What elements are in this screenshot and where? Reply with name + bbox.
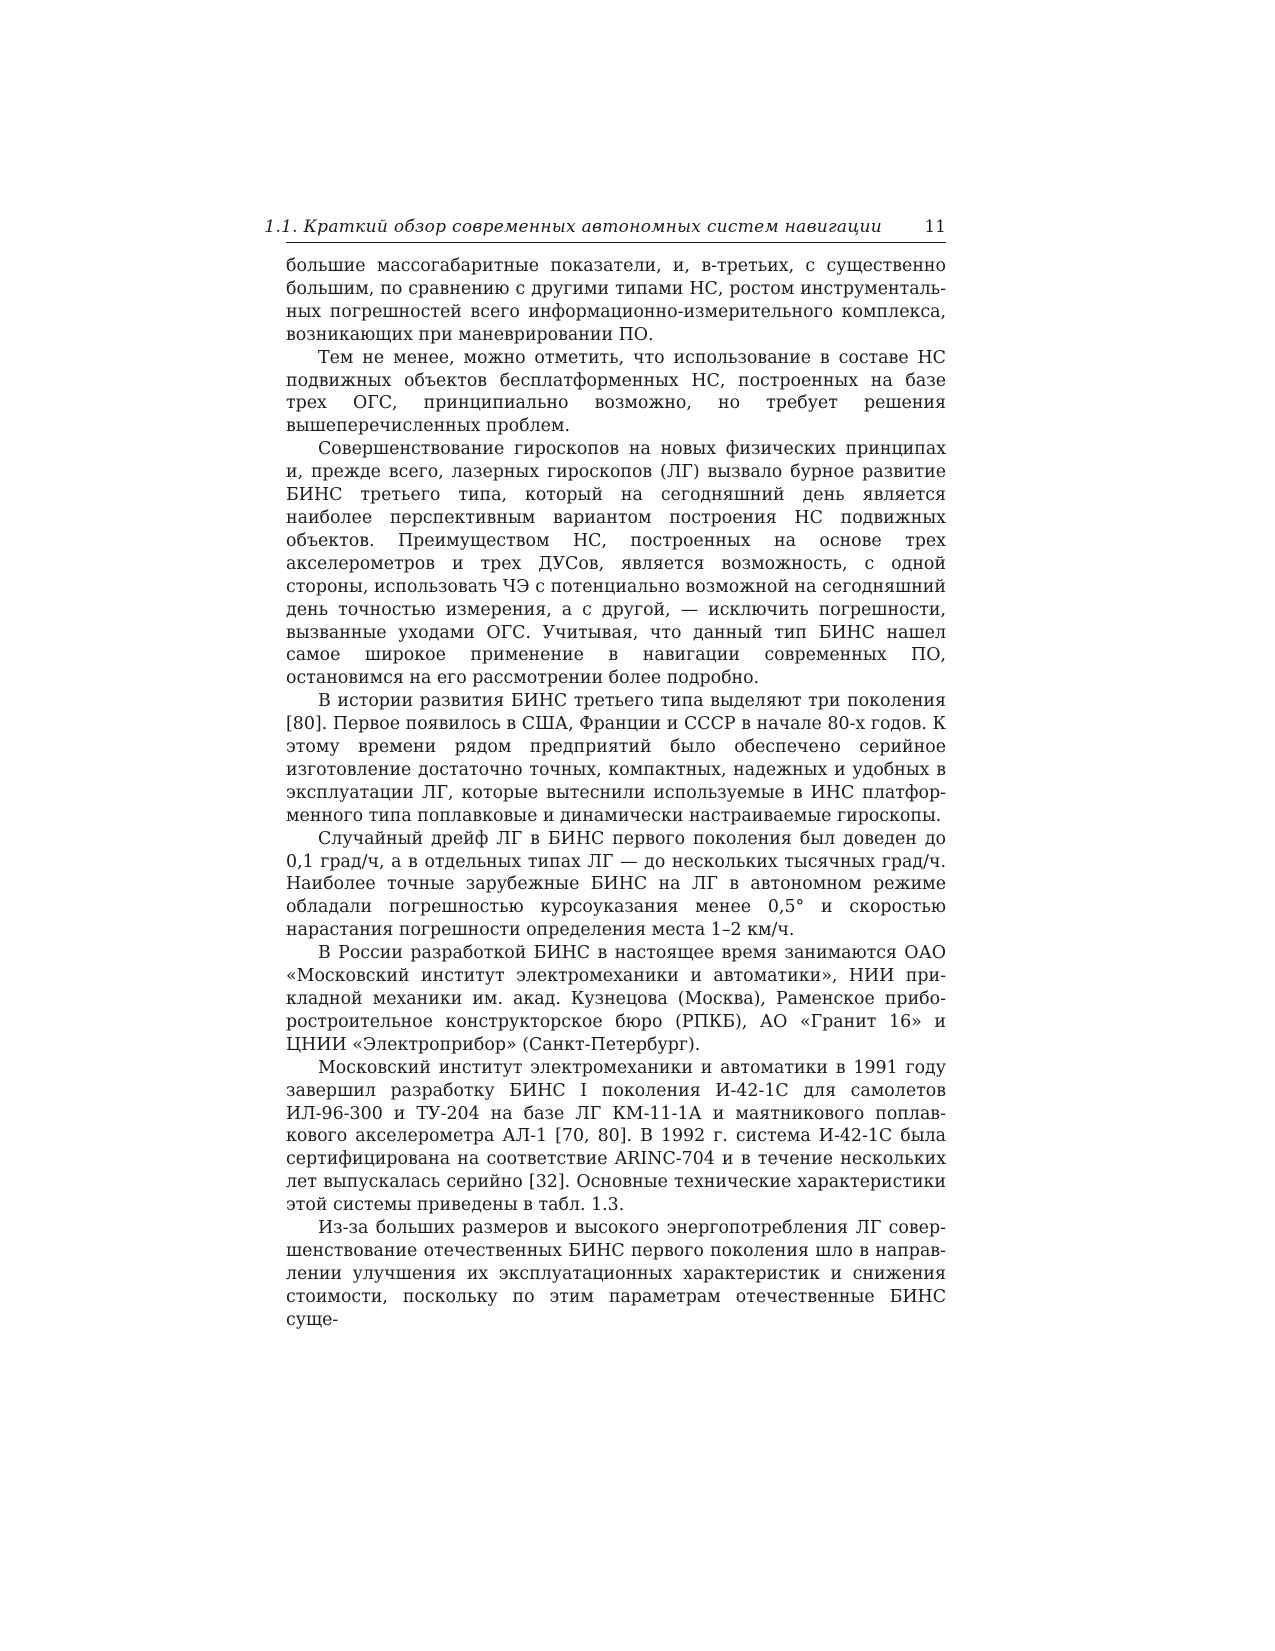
- page-number: 11: [924, 217, 946, 237]
- paragraph-7: Московский институт электромеханики и автоматики в 1991 году завершил разработку БИНС I поколения И-42-1С для самолетов ИЛ-96-300 и ТУ-204 на базе ЛГ КМ-11-1А и маятникового поплавкового акселерометра АЛ-1 [70, 80]. В 1992 г. система И-42-1С была сертифицирована на соответствие ARINC-704 и в течение нескольких лет выпускалась серийно [32]. Основные технические характеристики этой системы приведены в табл. 1.3.: [286, 1057, 946, 1216]
- paragraph-8: Из-за больших размеров и высокого энергопотребления ЛГ совершенствование отечественных БИНС первого поколения шло в направлении улучшения их эксплуатационных характеристик и снижения стоимости, поскольку по этим параметрам отечественные БИНС суще-: [286, 1218, 946, 1330]
- paragraph-3: Совершенствование гироскопов на новых физических принципах и, прежде всего, лазерных гироскопов (ЛГ) вызвало бурное развитие БИНС третьего типа, который на сегодняшний день является наиболее перспективным вариантом построения НС подвижных объектов. Преимуществом НС, построенных на основе трех акселерометров и трех ДУСов, является возможность, с одной стороны, использовать ЧЭ с потенциально возможной на сегодняшний день точностью измерения, а с другой, — исключить погрешности, вызванные уходами ОГС. Учитывая, что данный тип БИНС нашел самое широкое применение в навигации современных ПО, остановимся на его рассмотрении более подробно.: [286, 439, 946, 689]
- paragraph-2: Тем не менее, можно отметить, что использование в составе НС подвижных объектов бесплатформенных НС, построенных на базе трех ОГС, принципиально возможно, но требует решения вышеперечисленных проблем.: [286, 347, 946, 437]
- paragraph-4: В истории развития БИНС третьего типа выделяют три поколения [80]. Первое появилось в США, Франции и СССР в начале 80-х годов. К этому времени рядом предприятий было обеспечено серийное изготовление достаточно точных, компактных, надежных и удобных в эксплуатации ЛГ, которые вытеснили используемые в ИНС платформенного типа поплавковые и динамически настраиваемые гироскопы.: [286, 691, 946, 826]
- running-head: [264, 214, 946, 243]
- page: [264, 214, 946, 1332]
- paragraph-5: Случайный дрейф ЛГ в БИНС первого поколения был доведен до 0,1 град/ч, а в отдельных типах ЛГ — до нескольких тысячных град/ч. Наиболее точные зарубежные БИНС на ЛГ в автономном режиме обладали погрешностью курсоуказания менее 0,5° и скоростью нарастания погрешности определения места 1–2 км/ч.: [286, 828, 946, 941]
- running-title: 1.1. Краткий обзор современных автономных систем навигации: [264, 217, 882, 237]
- paragraph-1: большие массогабаритные показатели, и, в-третьих, с существенно большим, по сравнению с другими типами НС, ростом инструментальных погрешностей всего информационно-измерительного комплекса, возникающих при маневрировании ПО.: [286, 256, 946, 345]
- body-text: [286, 255, 946, 1332]
- paragraph-6: В России разработкой БИНС в настоящее время занимаются ОАО «Московский институт электромеханики и автоматики», НИИ прикладной механики им. акад. Кузнецова (Москва), Раменское приборостроительное конструкторское бюро (РПКБ), АО «Гранит 16» и ЦНИИ «Электроприбор» (Санкт-Петербург).: [286, 943, 946, 1055]
